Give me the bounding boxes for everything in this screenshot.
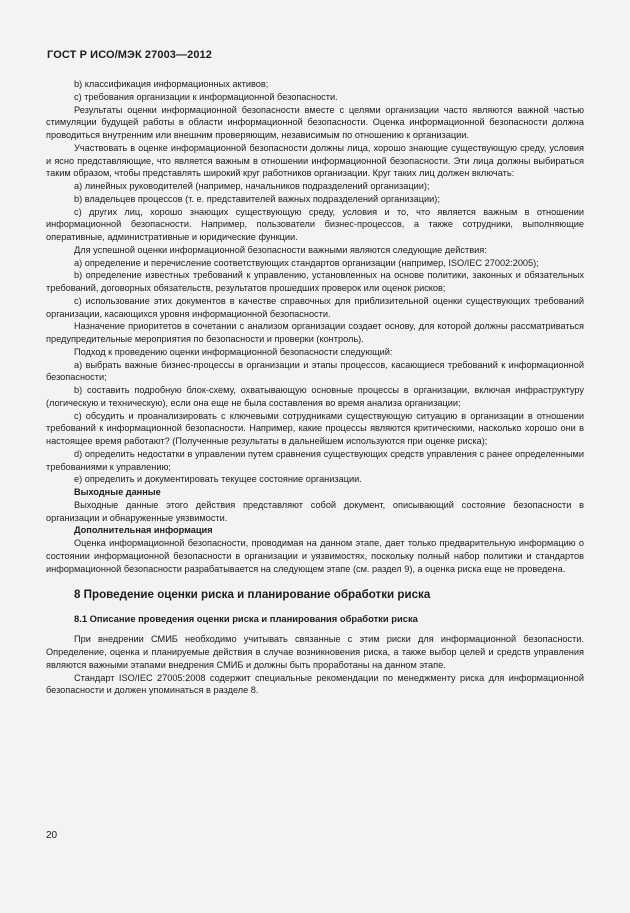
paragraph: b) классификация информационных активов; [74, 79, 269, 89]
paragraph: Оценка информационной безопасности, проводимая на данном этапе, дает только предварительную информацию о состоянии информационной безопасности в организации и уязвимостях, поскольку полный набор политики и стандартов информационной безопасности разрабатывается на следующем этапе (см. раздел 9), а оценка риска еще не проведена. [46, 538, 584, 574]
subheading-output: Выходные данные [74, 487, 161, 497]
paragraph: Результаты оценки информационной безопасности вместе с целями организации часто являются важной частью стимуляции будущей работы в области информационной безопасности. Оценка информационной безопасности должна проводиться внутренним или внешним проверяющим, независимым по отношению к организации. [46, 104, 584, 140]
paragraph: e) определить и документировать текущее состояние организации. [74, 474, 362, 485]
section-8-1-heading: 8.1 Описание проведения оценки риска и планирования обработки риска [74, 613, 418, 625]
paragraph: b) составить подробную блок-схему, охватывающую основные процессы в организации, включая инфраструктуру (логическую и техническую), если она еще не была составления во время анализа организации; [46, 385, 584, 408]
document-body [46, 78, 584, 697]
paragraph: c) использование этих документов в качестве справочных для приблизительной оценки существующих требований организации, касающихся уровня информационной безопасности. [46, 295, 584, 319]
paragraph: d) определить недостатки в управлении путем сравнения существующих средств управления с ранее определенными требованиями к управлению; [46, 448, 584, 472]
paragraph: b) определение известных требований к управлению, установленных на основе политики, законных и обязательных требований, договорных обязательств, результатов прошедших проверок или оценок рисков; [46, 270, 584, 293]
paragraph: a) выбрать важные бизнес-процессы в организации и этапы процессов, касающиеся требований к информационной безопасности; [46, 359, 584, 383]
paragraph: b) владельцев процессов (т. е. представителей важных подразделений организации); [74, 193, 440, 204]
paragraph: c) обсудить и проанализировать с ключевыми сотрудниками существующую ситуацию в организации в отношении требований к информационной безопасности. Например, какие процессы являются критическими, насколько хорошо они в настоящее время работают? (Полученные результаты в дальнейшем используются при оценке риска); [46, 410, 584, 446]
paragraph: Подход к проведению оценки информационной безопасности следующий: [74, 346, 393, 357]
paragraph: a) определение и перечисление соответствующих стандартов организации (например, ISO/IEC 27002:2005); [74, 257, 539, 268]
paragraph: Участвовать в оценке информационной безопасности должны лица, хорошо знающие существующую среду, условия и ясно представляющие, что является важным в отношении информационной безопасности. Эти лица должны выбираться таким образом, чтобы представлять широкий круг работников организации. Круг таких лиц должен включать: [46, 142, 584, 179]
paragraph: c) других лиц, хорошо знающих существующую среду, условия и то, что является важным в отношении информационной безопасности. Например, пользователи бизнес-процессов, а также сотрудники, выполняющие оперативные, административные и юридические функции. [46, 206, 584, 242]
paragraph: Выходные данные этого действия представляют собой документ, описывающий состояние безопасности в организации и обнаруженные уязвимости. [46, 499, 584, 523]
paragraph: Для успешной оценки информационной безопасности важными являются следующие действия: [74, 244, 487, 255]
section-8-heading: 8 Проведение оценки риска и планирование обработки риска [74, 588, 431, 602]
paragraph: Назначение приоритетов в сочетании с анализом организации создает основу, для которой должны рассматриваться предупредительные мероприятия по безопасности и проверки (контроль). [46, 321, 584, 344]
page-header: ГОСТ Р ИСО/МЭК 27003—2012 [47, 49, 212, 61]
subheading-additional-info: Дополнительная информация [74, 525, 213, 536]
paragraph: a) линейных руководителей (например, начальников подразделений организации); [74, 181, 430, 191]
page-number: 20 [46, 830, 58, 841]
paragraph: При внедрении СМИБ необходимо учитывать связанные с этим риски для информационной безопасности. Определение, оценка и планируемые действия в случае возникновения риска, а также выбор целей и средств управления являются важными этапами внедрения СМИБ и должны быть проработаны на данном этапе. [46, 634, 584, 670]
paragraph: c) требования организации к информационной безопасности. [74, 91, 338, 102]
paragraph: Стандарт ISO/IEC 27005:2008 содержит специальные рекомендации по менеджменту риска для информационной безопасности и должен упоминаться в разделе 8. [46, 672, 584, 696]
